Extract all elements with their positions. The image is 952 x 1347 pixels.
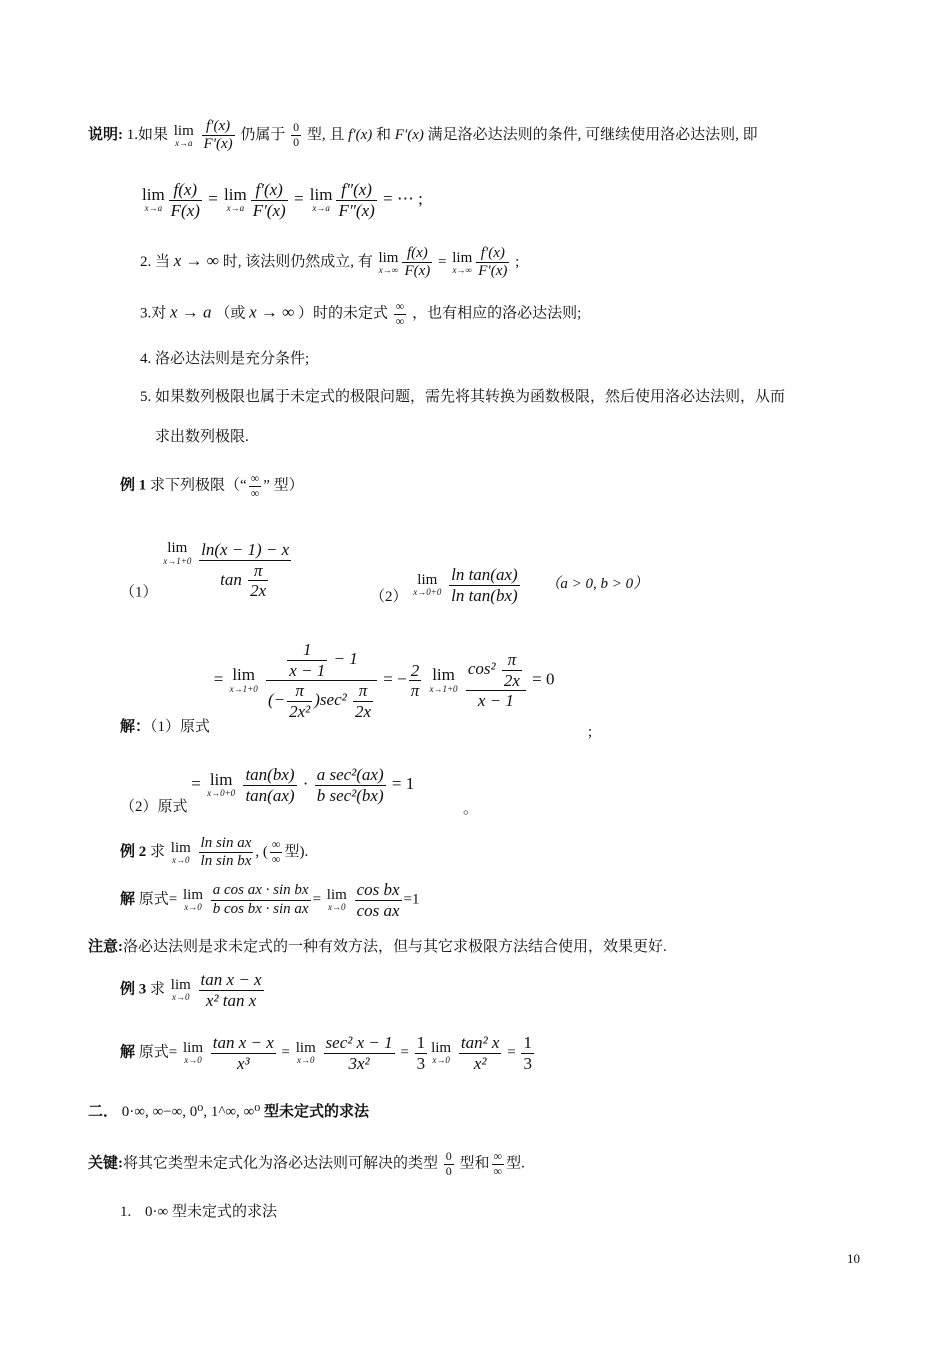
formula: $\frac{\infty}{\infty}$: [250, 471, 260, 500]
example-2: 例 2 求 lim x→0 $\frac{\text{ln sin ax}}{\text{ln sin bx}}$ , ( $\frac{\infty}{\infty}$ 型).: [120, 835, 309, 870]
solution-1-line-1: 解：（1）原式 = lim x→1+0 $\frac{1}{x - 1}$ − 1 (− $\frac{\pi}{\text{2x²}}$ )sec² $\frac{\pi}{2x}$ = − $\frac{2}{\pi}$ lim x→1+0 cos² $\frac{\pi}{2x}$ x − 1 = 0: [120, 640, 555, 735]
example-text: 求: [150, 981, 166, 998]
note-text: ，也有相应的洛必达法则;: [412, 305, 582, 322]
solution-text: （2）原式: [120, 799, 188, 815]
example-1-item-1: （1） lim x→1+0 ln(x − 1) − x tan $\frac{\pi}{2x}$: [120, 540, 290, 601]
key-label: 关键:: [88, 1155, 123, 1172]
example-text: , (: [255, 844, 268, 861]
page-number: 10: [847, 1251, 860, 1266]
key-text: 将其它类型未定式化为洛必达法则可解决的类型: [123, 1155, 439, 1172]
subsection-text: 型未定式的求法: [171, 1204, 277, 1220]
solution-text: =1: [403, 891, 420, 908]
subsection-number: 1.: [120, 1204, 132, 1220]
formula: F′(x): [394, 127, 424, 144]
example-label: 例 3: [120, 981, 147, 998]
note-text: 和: [376, 127, 392, 144]
note-line-2: 2. 当 x → ∞ 时, 该法则仍然成立, 有 lim x→∞ $\frac{f(x)}{F(x)}$ = lim x→∞ $\frac{f'(x)}{F'(x)}$ ;: [140, 245, 520, 280]
solution-text: =: [312, 891, 322, 908]
note-text: 1.如果: [126, 127, 169, 144]
attention-text: 洛必达法则是求未定式的一种有效方法，但与其它求极限方法结合使用，效果更好.: [123, 939, 667, 955]
formula: x → ∞: [249, 302, 295, 322]
item-label: （2）: [370, 589, 408, 606]
note-text: 时, 该法则仍然成立, 有: [222, 254, 373, 271]
formula-chain: lim x→a $\frac{f(x)}{F(x)}$ = lim x→a $\frac{f'(x)}{F'(x)}$ = lim x→a $\frac{f''(x)}{F''(x)}$ = ⋯ ;: [142, 180, 423, 220]
note-label: 说明:: [88, 127, 123, 144]
example-3: 例 3 求 lim x→0 $\frac{\text{tan x − x}}{\text{x² tan x}}$: [120, 970, 262, 1010]
subsection-form: 0·∞: [145, 1204, 169, 1220]
example-text: 求: [150, 844, 166, 861]
solution-text: 原式=: [138, 1044, 178, 1061]
formula: $\frac{0}{0}$: [293, 120, 300, 150]
subsection-1: [120, 1205, 277, 1220]
example-text: 求下列极限（“: [150, 477, 247, 494]
formula: lim x→∞: [378, 249, 399, 276]
note-line-5b: 求出数列极限.: [155, 429, 249, 445]
example-text: 型).: [284, 844, 309, 861]
note-line-1: [88, 118, 758, 154]
solution-3: 解 原式= lim x→0 $\frac{\text{tan x − x}}{\text{x³}}$ = lim x→0 $\frac{\text{sec² x − 1}}{\text{3x²}}$ = $\frac{1}{3}$ lim x→0 $\frac{\text{tan² x}}{\text{x²}}$ = $\frac{1}{3}$: [120, 1033, 532, 1073]
note-text: 仍属于: [240, 127, 286, 144]
semicolon: ;: [588, 724, 593, 740]
note-text: （或: [215, 305, 246, 322]
item-label: （1）: [120, 584, 158, 601]
note-text: 型, 且: [306, 127, 345, 144]
example-label: 例 2: [120, 844, 147, 861]
example-text: ” 型）: [263, 477, 304, 494]
solution-text: （1）原式: [150, 719, 211, 735]
note-text: 3.对: [140, 305, 167, 322]
section-heading: [88, 1105, 369, 1120]
section-title: 型未定式的求法: [264, 1104, 370, 1120]
solution-1-line-2: （2）原式 = lim x→0+0 $\frac{\tan(bx)}{\tan(ax)}$ · $\frac{\text{a sec²(ax)}}{\text{b sec²(bx)}}$ = 1: [120, 765, 415, 815]
key-text: 型和: [459, 1155, 490, 1172]
solution-label: 解: [120, 1044, 136, 1061]
solution-label: 解：: [120, 719, 151, 735]
key-line: 关键:将其它类型未定式化为洛必达法则可解决的类型 $\frac{0}{0}$ 型和 $\frac{\infty}{\infty}$ 型.: [88, 1149, 525, 1178]
note-text: 满足洛必达法则的条件, 可继续使用洛必达法则, 即: [427, 127, 758, 144]
example-label: 例 1: [120, 477, 147, 494]
note-line-5a: 5. 如果数列极限也属于未定式的极限问题，需先将其转换为函数极限，然后使用洛必达法则，从而: [140, 389, 786, 405]
formula: f′(x): [348, 127, 373, 144]
example-1-item-2: （2） lim x→0+0 $\frac{\text{ln tan(ax)}}{\text{ln tan(bx)}}$ （a > 0, b > 0）: [370, 565, 649, 606]
formula: lim x→a: [173, 122, 194, 149]
note-line-3: [140, 300, 581, 329]
key-text: 型.: [506, 1155, 525, 1172]
formula: x → ∞: [173, 251, 219, 271]
period: 。: [463, 801, 479, 817]
attention-label: 注意:: [88, 939, 123, 955]
formula: $\frac{\infty}{\infty}$: [395, 299, 405, 328]
note-line-4: 4. 洛必达法则是充分条件;: [140, 351, 310, 367]
condition: （a > 0, b > 0）: [545, 576, 649, 593]
formula: x → a: [170, 302, 212, 322]
example-1: [120, 472, 304, 501]
solution-text: 原式=: [138, 891, 178, 908]
attention: [88, 940, 667, 955]
section-label: 二．: [88, 1104, 119, 1120]
formula: $\frac{f'(x)}{F'(x)}$: [203, 118, 233, 153]
note-text: 2. 当: [140, 254, 171, 271]
section-forms: 0·∞, ∞−∞, 0⁰, 1^∞, ∞⁰: [121, 1104, 261, 1120]
solution-2: 解 原式= lim x→0 $\frac{\text{a cos ax · sin bx}}{\text{b cos bx · sin ax}}$ = lim x→0 $\frac{\text{cos bx}}{\text{cos ax}}$ =1: [120, 880, 420, 920]
note-text: ）时的未定式: [298, 305, 389, 322]
solution-label: 解: [120, 891, 136, 908]
